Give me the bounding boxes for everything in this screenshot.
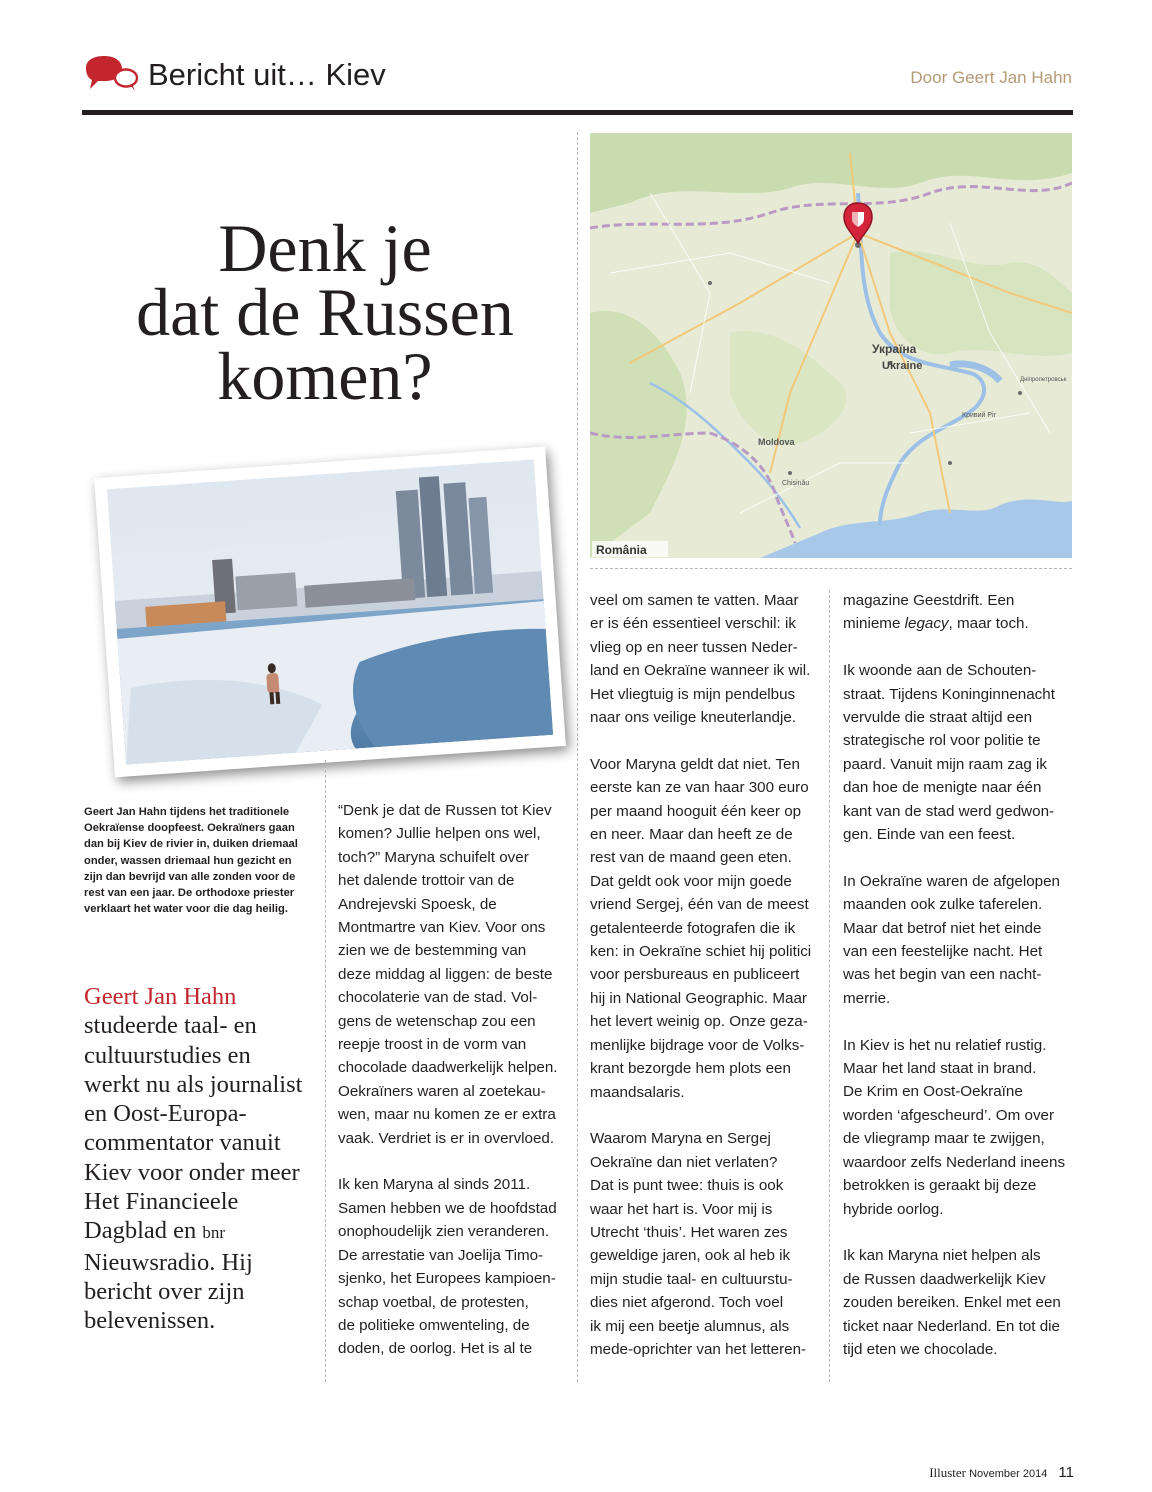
article-line: per maand hooguit één keer op xyxy=(590,802,802,820)
article-line: rest van de maand geen eten. xyxy=(590,849,792,867)
footer-magazine: Illuster xyxy=(929,1465,967,1480)
article-line: gens de wetenschap zou een xyxy=(338,1012,536,1030)
article-line: Andrejevski Spoesk, de xyxy=(338,895,497,913)
article-line: zien we de bestemming van xyxy=(338,942,527,960)
author-bio-line: commentator vanuit xyxy=(84,1129,281,1157)
photo-caption: Geert Jan Hahn tijdens het traditionele Oekraïense doopfeest. Oekraïners gaan dan bij Kiev de rivier in, duiken driemaal onder, wassen driemaal hun gezicht en zijn dan bevrijd van alle zonden voor de rest van een jaar. De orthodoxe priester verklaart het water voor die dag heilig. xyxy=(84,806,298,916)
article-line: Utrecht ‘thuis’. Het waren zes xyxy=(590,1223,788,1241)
article-line: van een feestelijke nacht. Het xyxy=(843,943,1043,961)
article-line: hybride oorlog. xyxy=(843,1200,944,1218)
article-line: In Kiev is het nu relatief rustig. xyxy=(843,1036,1047,1054)
article-line: Het vliegtuig is mijn pendelbus xyxy=(590,685,796,703)
map-label-chisinau: Chișinău xyxy=(782,480,810,487)
article-line: geweldige jaren, ook al heb ik xyxy=(590,1247,791,1265)
map-ukraine xyxy=(590,133,1072,558)
article-line: worden ‘afgescheurd’. Om over xyxy=(843,1106,1055,1124)
article-line: eerste kan ze van haar 300 euro xyxy=(590,779,809,797)
article-line: Maar dat betrof niet het einde xyxy=(843,919,1042,937)
paragraph-gap xyxy=(843,846,1075,869)
author-bio-line: bericht over zijn xyxy=(84,1277,245,1305)
article-line: zouden bereiken. Enkel met een xyxy=(843,1294,1061,1312)
article-line: waar het hart is. Voor mij is xyxy=(590,1200,773,1218)
article-line: Ik woonde aan de Schouten- xyxy=(843,662,1037,680)
article-line: Dat geldt ook voor mijn goede xyxy=(590,872,792,890)
article-line: Ik ken Maryna al sinds 2011. xyxy=(338,1176,531,1194)
article-line: Oekraïne dan niet verlaten? xyxy=(590,1153,778,1171)
article-line: De Krim en Oost-Oekraïne xyxy=(843,1083,1023,1101)
headline-line: komen? xyxy=(217,338,433,414)
article-line: ken: in Oekraïne schiet hij politici xyxy=(590,943,812,961)
map-label-ukraine-en: Ukraine xyxy=(882,360,923,372)
article-line: De arrestatie van Joelija Timo- xyxy=(338,1246,544,1264)
article-line: straat. Tijdens Koninginnenacht xyxy=(843,685,1055,703)
article-line: naar ons veilige kneuterlandje. xyxy=(590,709,797,727)
article-line: deze middag al liggen: de beste xyxy=(338,965,553,983)
article-line: strategische rol voor politie te xyxy=(843,732,1041,750)
article-line: komen? Jullie helpen ons wel, xyxy=(338,825,541,843)
paragraph-gap xyxy=(843,636,1075,659)
article-line: In Oekraïne waren de afgelopen xyxy=(843,872,1060,890)
column-divider xyxy=(577,132,578,1382)
author-bio xyxy=(84,982,320,1336)
article-line: hij in National Geographic. Maar xyxy=(590,989,807,1007)
section-title: Bericht uit… Kiev xyxy=(148,57,386,92)
page-number: 11 xyxy=(1058,1464,1074,1481)
author-bio-line: werkt nu als journalist xyxy=(84,1070,303,1098)
paragraph-gap xyxy=(338,1150,570,1173)
article-line: Voor Maryna geldt dat niet. Ten xyxy=(590,755,800,773)
article-line: merrie. xyxy=(843,989,891,1007)
article-line: menlijke bijdrage voor de Volks- xyxy=(590,1036,805,1054)
photo-river-swimmer xyxy=(107,459,553,764)
article-line: reepje troost in de vorm van xyxy=(338,1036,527,1054)
column-divider xyxy=(325,760,326,1382)
footer-issue: November 2014 xyxy=(969,1468,1048,1480)
map-label-kryvyi-rih: Кривий Ріг xyxy=(962,412,997,419)
article-line: vervulde die straat altijd een xyxy=(843,709,1033,727)
map-divider xyxy=(590,568,1072,569)
author-bio-line: cultuurstudies en xyxy=(84,1041,251,1069)
headline-line: dat de Russen xyxy=(136,274,514,350)
article-line: Dat is punt twee: thuis is ook xyxy=(590,1177,784,1195)
article-line: dan hoe de menigte naar één xyxy=(843,779,1042,797)
paragraph-gap xyxy=(843,1221,1075,1244)
article-column-1 xyxy=(338,799,570,1361)
article-line: betrokken is geraakt bij deze xyxy=(843,1177,1037,1195)
article-line: maanden ook zulke taferelen. xyxy=(843,896,1043,914)
header-rule xyxy=(82,110,1073,115)
article-line: ticket naar Nederland. En tot die xyxy=(843,1317,1060,1335)
map-label-romania: România xyxy=(596,543,647,557)
author-bio-line xyxy=(84,1216,320,1247)
article-line: land en Oekraïne wanneer ik wil. xyxy=(590,662,811,680)
author-bio-line: belevenissen. xyxy=(84,1307,216,1335)
article-line: doden, de oorlog. Het is al te xyxy=(338,1340,533,1358)
article-line: Samen hebben we de hoofdstad xyxy=(338,1199,557,1217)
article-line: Waarom Maryna en Sergej xyxy=(590,1130,771,1148)
article-line: sjenko, het Europees kampioen- xyxy=(338,1270,556,1288)
article-line: minieme legacy, maar toch. xyxy=(843,615,1029,633)
article-line: krant bezorgde hem plots een xyxy=(590,1060,791,1078)
author-bio-line: Kiev voor onder meer xyxy=(84,1158,300,1186)
article-line: het levert weinig op. Onze geza- xyxy=(590,1013,808,1031)
article-line: voor persbureaus en publiceert xyxy=(590,966,800,984)
article-line: ik mij een beetje alumnus, als xyxy=(590,1317,790,1335)
article-line: schap voetbal, de protesten, xyxy=(338,1293,529,1311)
article-line: magazine Geestdrift. Een xyxy=(843,592,1015,609)
article-line: dies niet afgerond. Toch voel xyxy=(590,1294,784,1312)
article-line: en neer. Maar dan heeft ze de xyxy=(590,826,793,844)
article-column-3 xyxy=(843,589,1075,1361)
map-label-dnipro: Дніпропетровськ xyxy=(1020,377,1067,383)
article-line: Ik kan Maryna niet helpen als xyxy=(843,1247,1041,1265)
article-line: tijd eten we chocolade. xyxy=(843,1340,998,1358)
article-line: de politieke omwenteling, de xyxy=(338,1316,530,1334)
author-bio-text: Dagblad en xyxy=(84,1217,197,1245)
article-line: toch?” Maryna schuifelt over xyxy=(338,848,529,866)
byline: Door Geert Jan Hahn xyxy=(910,68,1072,87)
headline-line: Denk je xyxy=(218,210,432,286)
article-line: maandsalaris. xyxy=(590,1083,685,1101)
author-bio-line: en Oost-Europa- xyxy=(84,1100,247,1128)
photo xyxy=(94,447,566,778)
author-bio-line: Het Financieele xyxy=(84,1188,239,1216)
page-footer xyxy=(929,1464,1074,1481)
article-line: vlieg op en neer tussen Neder- xyxy=(590,638,798,656)
headline xyxy=(90,210,560,414)
map xyxy=(590,133,1072,558)
article-line: gen. Einde van een feest. xyxy=(843,826,1016,844)
article-line: de Russen daadwerkelijk Kiev xyxy=(843,1270,1046,1288)
article-line: chocolaterie van de stad. Vol- xyxy=(338,989,538,1007)
author-bio-line: studeerde taal- en xyxy=(84,1012,257,1040)
paragraph-gap xyxy=(843,1010,1075,1033)
article-line: wen, maar nu komen ze er extra xyxy=(338,1106,556,1124)
article-line: vriend Sergej, één van de meest xyxy=(590,896,809,914)
article-line: onophoudelijk zien veranderen. xyxy=(338,1223,550,1241)
article-line: mijn studie taal- en cultuurstu- xyxy=(590,1270,793,1288)
author-name: Geert Jan Hahn xyxy=(84,983,237,1010)
article-line: “Denk je dat de Russen tot Kiev xyxy=(338,802,552,819)
speech-bubbles-icon xyxy=(82,54,142,94)
column-divider xyxy=(829,590,830,1382)
article-column-2 xyxy=(590,589,826,1361)
article-line: Montmartre van Kiev. Voor ons xyxy=(338,919,546,937)
article-line: mede-oprichter van het letteren- xyxy=(590,1340,807,1358)
author-bio-line: Nieuwsradio. Hij xyxy=(84,1248,253,1276)
article-line: Oekraïners waren al zoetekau- xyxy=(338,1082,546,1100)
article-line: was het begin van een nacht- xyxy=(843,966,1042,984)
article-line: kant van de stad werd gedwon- xyxy=(843,802,1055,820)
article-line: vaak. Verdriet is er in overvloed. xyxy=(338,1129,555,1147)
article-line: het dalende trottoir van de xyxy=(338,872,515,890)
article-line: veel om samen te vatten. Maar xyxy=(590,592,799,609)
article-line: paard. Vanuit mijn raam zag ik xyxy=(843,755,1047,773)
map-label-moldova: Moldova xyxy=(758,437,795,447)
bnr-abbrev: bnr xyxy=(202,1223,226,1243)
paragraph-gap xyxy=(590,729,826,752)
article-line: de vliegramp maar te zwijgen, xyxy=(843,1130,1045,1148)
article-line: waardoor zelfs Nederland ineens xyxy=(843,1153,1066,1171)
article-line: chocolade daadwerkelijk helpen. xyxy=(338,1059,558,1077)
article-line: Maar het land staat in brand. xyxy=(843,1060,1037,1078)
article-line: er is één essentieel verschil: ik xyxy=(590,615,796,633)
map-label-ukraine: Україна xyxy=(872,342,917,356)
article-line: getalenteerde fotografen die ik xyxy=(590,919,796,937)
paragraph-gap xyxy=(590,1104,826,1127)
